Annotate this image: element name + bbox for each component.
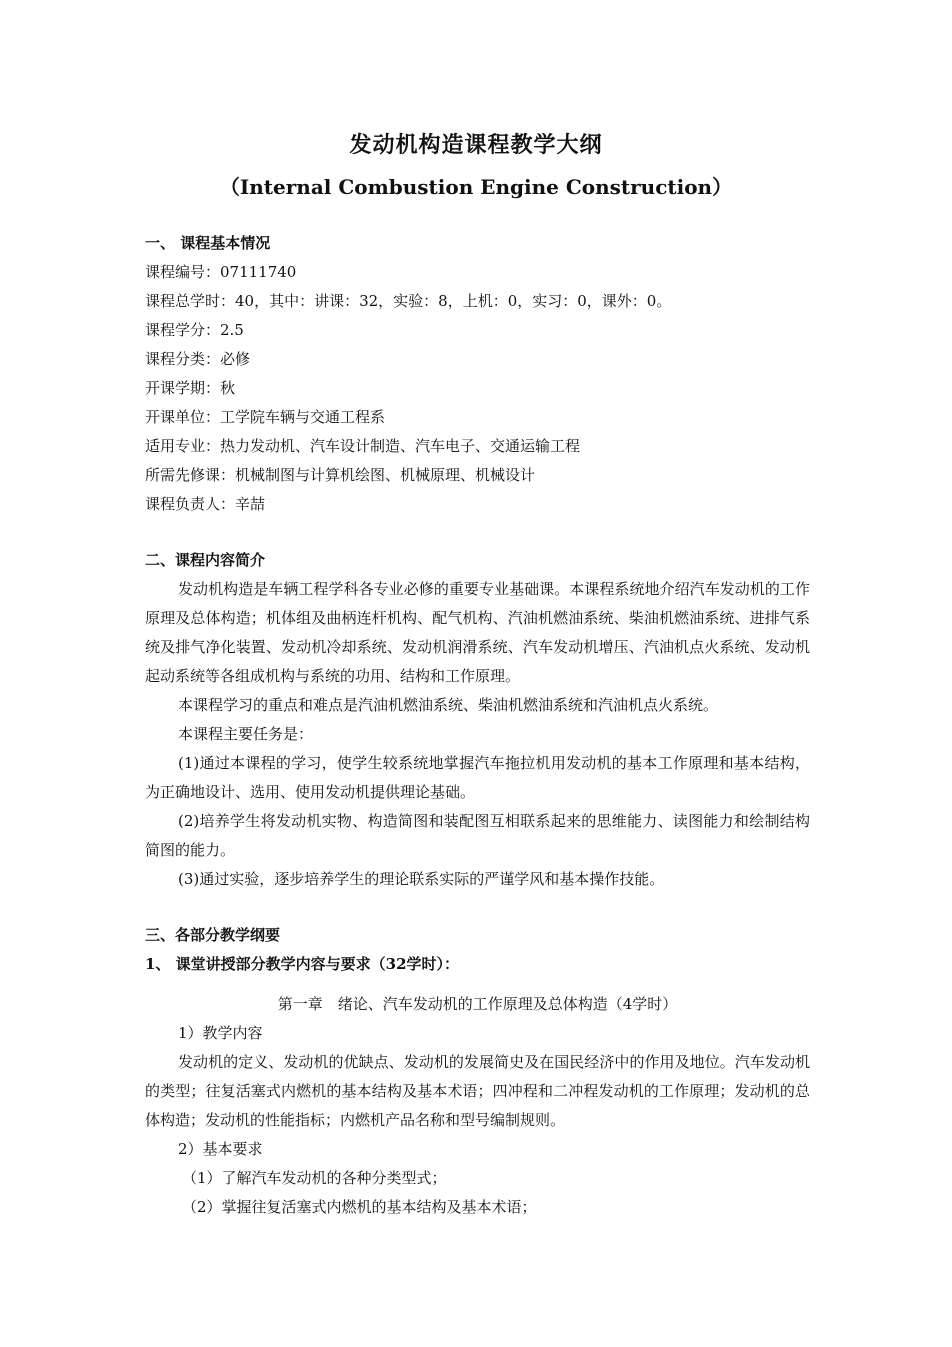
info-semester: 开课学期：秋 bbox=[145, 379, 236, 397]
task-item: (1)通过本课程的学习，使学生较系统地掌握汽车拖拉机用发动机的基本工作原理和基本结构，为正确地设计、选用、使用发动机提供理论基础。 bbox=[145, 754, 810, 801]
info-category: 课程分类：必修 bbox=[145, 350, 251, 368]
task-item: (3)通过实验，逐步培养学生的理论联系实际的严谨学风和基本操作技能。 bbox=[178, 870, 665, 888]
requirement-item: （1）了解汽车发动机的各种分类型式； bbox=[182, 1169, 447, 1187]
info-prerequisites: 所需先修课：机械制图与计算机绘图、机械原理、机械设计 bbox=[145, 466, 536, 484]
section-heading: 一、 课程基本情况 bbox=[145, 234, 271, 252]
intro-tasks-label: 本课程主要任务是： bbox=[178, 725, 314, 743]
document-subtitle: （Internal Combustion Engine Construction） bbox=[219, 175, 733, 199]
content-paragraph: 发动机的定义、发动机的优缺点、发动机的发展简史及在国民经济中的作用及地位。汽车发动机的类型；往复活塞式内燃机的基本结构及基本术语；四冲程和二冲程发动机的工作原理；发动机的总体构造；发动机的性能指标；内燃机产品名称和型号编制规则。 bbox=[145, 1053, 810, 1129]
section-basic-info bbox=[145, 229, 810, 519]
section-heading: 三、各部分教学纲要 bbox=[145, 926, 281, 944]
info-department: 开课单位：工学院车辆与交通工程系 bbox=[145, 408, 386, 426]
content-label: 1）教学内容 bbox=[178, 1024, 263, 1042]
section-course-intro bbox=[145, 546, 810, 894]
chapter-title: 第一章 绪论、汽车发动机的工作原理及总体构造（4学时） bbox=[277, 995, 678, 1013]
requirements-label: 2）基本要求 bbox=[178, 1140, 263, 1158]
info-total-hours: 课程总学时：40，其中：讲课：32，实验：8，上机：0，实习：0，课外：0。 bbox=[145, 292, 672, 310]
document-title: 发动机构造课程教学大纲 bbox=[349, 132, 603, 158]
section-teaching-outline bbox=[145, 921, 810, 1222]
task-item: (2)培养学生将发动机实物、构造简图和装配图互相联系起来的思维能力、读图能力和绘制结构简图的能力。 bbox=[145, 812, 810, 859]
info-majors: 适用专业：热力发动机、汽车设计制造、汽车电子、交通运输工程 bbox=[145, 437, 581, 455]
info-course-code: 课程编号：07111740 bbox=[145, 263, 297, 281]
intro-key-points: 本课程学习的重点和难点是汽油机燃油系统、柴油机燃油系统和汽油机点火系统。 bbox=[178, 696, 719, 714]
subsection-heading: 1、 课堂讲授部分教学内容与要求（32学时）： bbox=[145, 955, 460, 973]
info-instructor: 课程负责人：辛喆 bbox=[145, 495, 266, 513]
section-heading: 二、课程内容简介 bbox=[145, 551, 266, 569]
intro-paragraph: 发动机构造是车辆工程学科各专业必修的重要专业基础课。本课程系统地介绍汽车发动机的工作原理及总体构造；机体组及曲柄连杆机构、配气机构、汽油机燃油系统、柴油机燃油系统、进排气系统及排气净化装置、发动机冷却系统、发动机润滑系统、汽车发动机增压、汽油机点火系统、发动机起动系统等各组成机构与系统的功用、结构和工作原理。 bbox=[145, 580, 810, 685]
requirement-item: （2）掌握往复活塞式内燃机的基本结构及基本术语； bbox=[182, 1198, 537, 1216]
info-credits: 课程学分：2.5 bbox=[145, 321, 244, 339]
